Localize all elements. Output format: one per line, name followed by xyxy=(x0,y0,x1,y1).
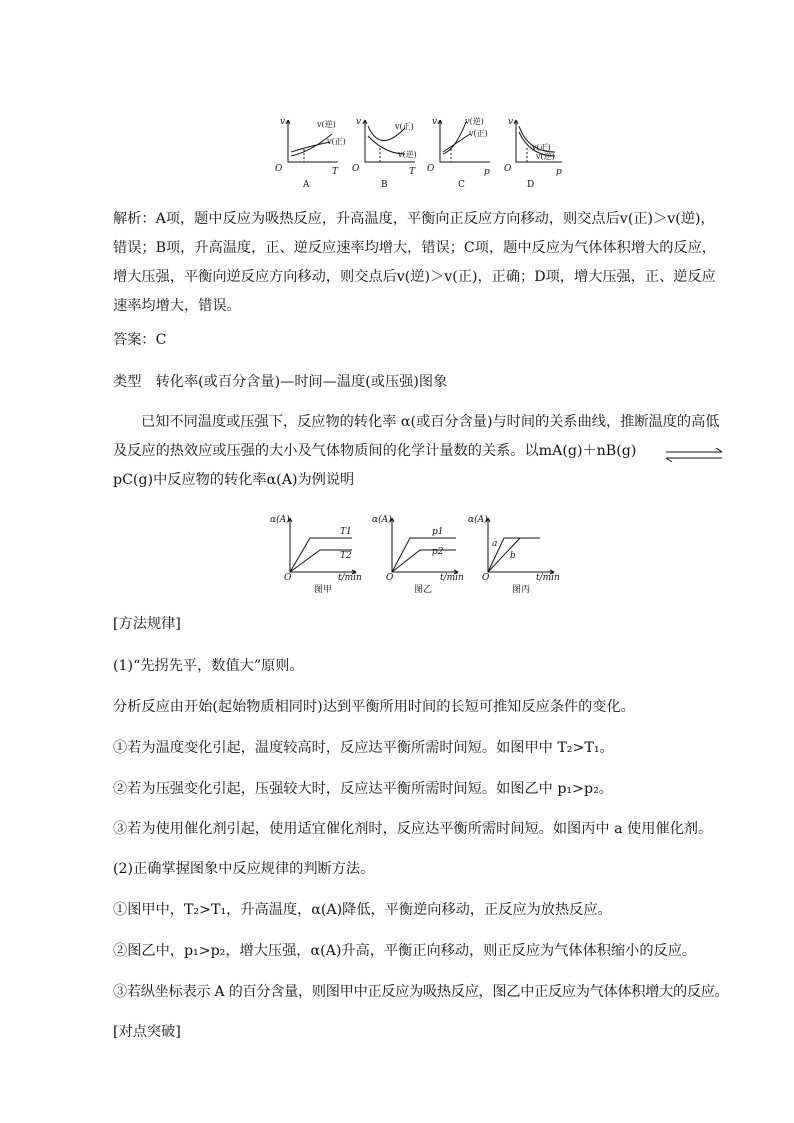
jia-x-label: t/min xyxy=(338,573,362,583)
yi-lower-label: p2 xyxy=(432,547,444,557)
rule2-item3 xyxy=(113,978,733,1007)
panel-a-curve-top: v(逆) xyxy=(317,120,336,129)
panel-d-label: D xyxy=(527,180,535,190)
yi-caption: 图乙 xyxy=(414,585,433,595)
intro-text-2: pC(g)中反应物的转化率α(A)为例说明 xyxy=(113,472,355,488)
panel-c-curve-bottom: v(正) xyxy=(469,129,488,138)
rule2-title xyxy=(113,855,723,884)
yi-x-label: t/min xyxy=(440,573,464,583)
answer-line xyxy=(113,326,723,355)
panel-a-curve-bottom: v(正) xyxy=(327,137,346,146)
panel-c-label: C xyxy=(458,180,465,190)
panel-c-x-label: p xyxy=(484,167,490,177)
rule1-title xyxy=(113,652,723,681)
panel-b-x-label: T xyxy=(409,167,416,177)
analysis-text: 解析：A项，题中反应为吸热反应，升高温度，平衡向正反应方向移动，则交点后v(正)＞v(逆)，错误；B项，升高温度，正、逆反应速率均增大，错误；C项，题中反应为气体体积增大的反应，增大压强，平衡向逆反应方向移动，则交点后v(逆)＞v(正)，正确；D项，增大压强，正、逆反应速率均增大，错误。 xyxy=(113,211,716,314)
analysis-paragraph xyxy=(113,205,723,321)
panel-c-origin: O xyxy=(427,164,435,174)
panel-c-curve-top: v(逆) xyxy=(465,117,484,126)
rule1-text xyxy=(113,693,723,722)
rate-graphs-figure xyxy=(270,112,570,192)
intro-text-1: 已知不同温度或压强下，反应物的转化率 α(或百分含量)与时间的关系曲线，推断温度的高低及反应的热效应或压强的大小及气体物质间的化学计量数的关系。以mA(g)＋nB(g) xyxy=(113,414,720,459)
rule1-item2 xyxy=(113,775,723,804)
rule2-item2 xyxy=(113,937,723,966)
panel-d-x-label: p xyxy=(556,167,562,177)
panel-d-curve-top: v(正) xyxy=(532,143,551,152)
rule2-item2-text: ②图乙中，p₁>p₂，增大压强，α(A)升高，平衡正向移动，则正反应为气体体积缩小的反应。 xyxy=(113,943,697,959)
answer-text: 答案：C xyxy=(113,332,167,348)
equilibrium-arrow-icon xyxy=(636,444,696,458)
bing-upper-label: a xyxy=(492,539,498,549)
panel-d-curve-bottom: v(逆) xyxy=(536,152,555,161)
panel-d-origin: O xyxy=(504,164,512,174)
panel-a-x-label: T xyxy=(332,167,339,177)
panel-c-y-label: v xyxy=(432,117,438,127)
rule1-item3 xyxy=(113,815,723,844)
practice-heading xyxy=(113,1018,723,1047)
rule1-item1 xyxy=(113,734,723,763)
practice-heading-text: [对点突破] xyxy=(113,1024,181,1040)
panel-a-y-label: v xyxy=(280,117,286,127)
rule2-title-text: (2)正确掌握图象中反应规律的判断方法。 xyxy=(113,861,375,877)
panel-b-origin: O xyxy=(352,164,360,174)
rule2-item3-text: ③若纵坐标表示 A 的百分含量，则图甲中正反应为吸热反应，图乙中正反应为气体体积增大的反应。 xyxy=(113,984,729,1000)
rule2-item1-text: ①图甲中，T₂>T₁，升高温度，α(A)降低，平衡逆向移动，正反应为放热反应。 xyxy=(113,902,612,918)
jia-caption: 图甲 xyxy=(314,585,333,595)
panel-b-label: B xyxy=(381,180,388,190)
yi-upper-label: p1 xyxy=(432,527,444,537)
method-heading xyxy=(113,610,723,639)
rule1-item2-text: ②若为压强变化引起，压强较大时，反应达平衡所需时间短。如图乙中 p₁>p₂。 xyxy=(113,781,613,797)
rule1-text-content: 分析反应由开始(起始物质相同时)达到平衡所用时间的长短可推知反应条件的变化。 xyxy=(113,699,635,715)
panel-d-y-label: v xyxy=(508,117,514,127)
yi-origin: O xyxy=(386,573,394,583)
bing-x-label: t/min xyxy=(536,573,560,583)
conversion-graphs-figure xyxy=(268,508,568,598)
yi-y-label: α(A) xyxy=(372,515,392,525)
panel-b-y-label: v xyxy=(356,117,362,127)
jia-lower-label: T2 xyxy=(340,551,352,561)
method-heading-text: [方法规律] xyxy=(113,616,181,632)
type-heading xyxy=(113,368,723,397)
rule1-item1-text: ①若为温度变化引起，温度较高时，反应达平衡所需时间短。如图甲中 T₂>T₁。 xyxy=(113,740,614,756)
panel-a-label: A xyxy=(303,180,310,190)
bing-y-label: α(A) xyxy=(468,515,488,525)
jia-origin: O xyxy=(284,573,292,583)
rule1-item3-text: ③若为使用催化剂引起，使用适宜催化剂时，反应达平衡所需时间短。如图丙中 a 使用催化剂。 xyxy=(113,821,713,837)
jia-y-label: α(A) xyxy=(270,515,290,525)
intro-paragraph xyxy=(113,408,723,495)
jia-upper-label: T1 xyxy=(340,527,352,537)
panel-a-origin: O xyxy=(275,164,283,174)
bing-lower-label: b xyxy=(510,551,516,561)
bing-caption: 图丙 xyxy=(512,585,531,595)
bing-origin: O xyxy=(482,573,490,583)
type-heading-text: 类型 转化率(或百分含量)—时间—温度(或压强)图象 xyxy=(113,374,448,390)
panel-b-curve-top: v(正) xyxy=(395,122,414,131)
panel-b-curve-bottom: v(逆) xyxy=(398,150,417,159)
rule2-item1 xyxy=(113,896,723,925)
rule1-title-text: (1)“先拐先平，数值大”原则。 xyxy=(113,658,304,674)
